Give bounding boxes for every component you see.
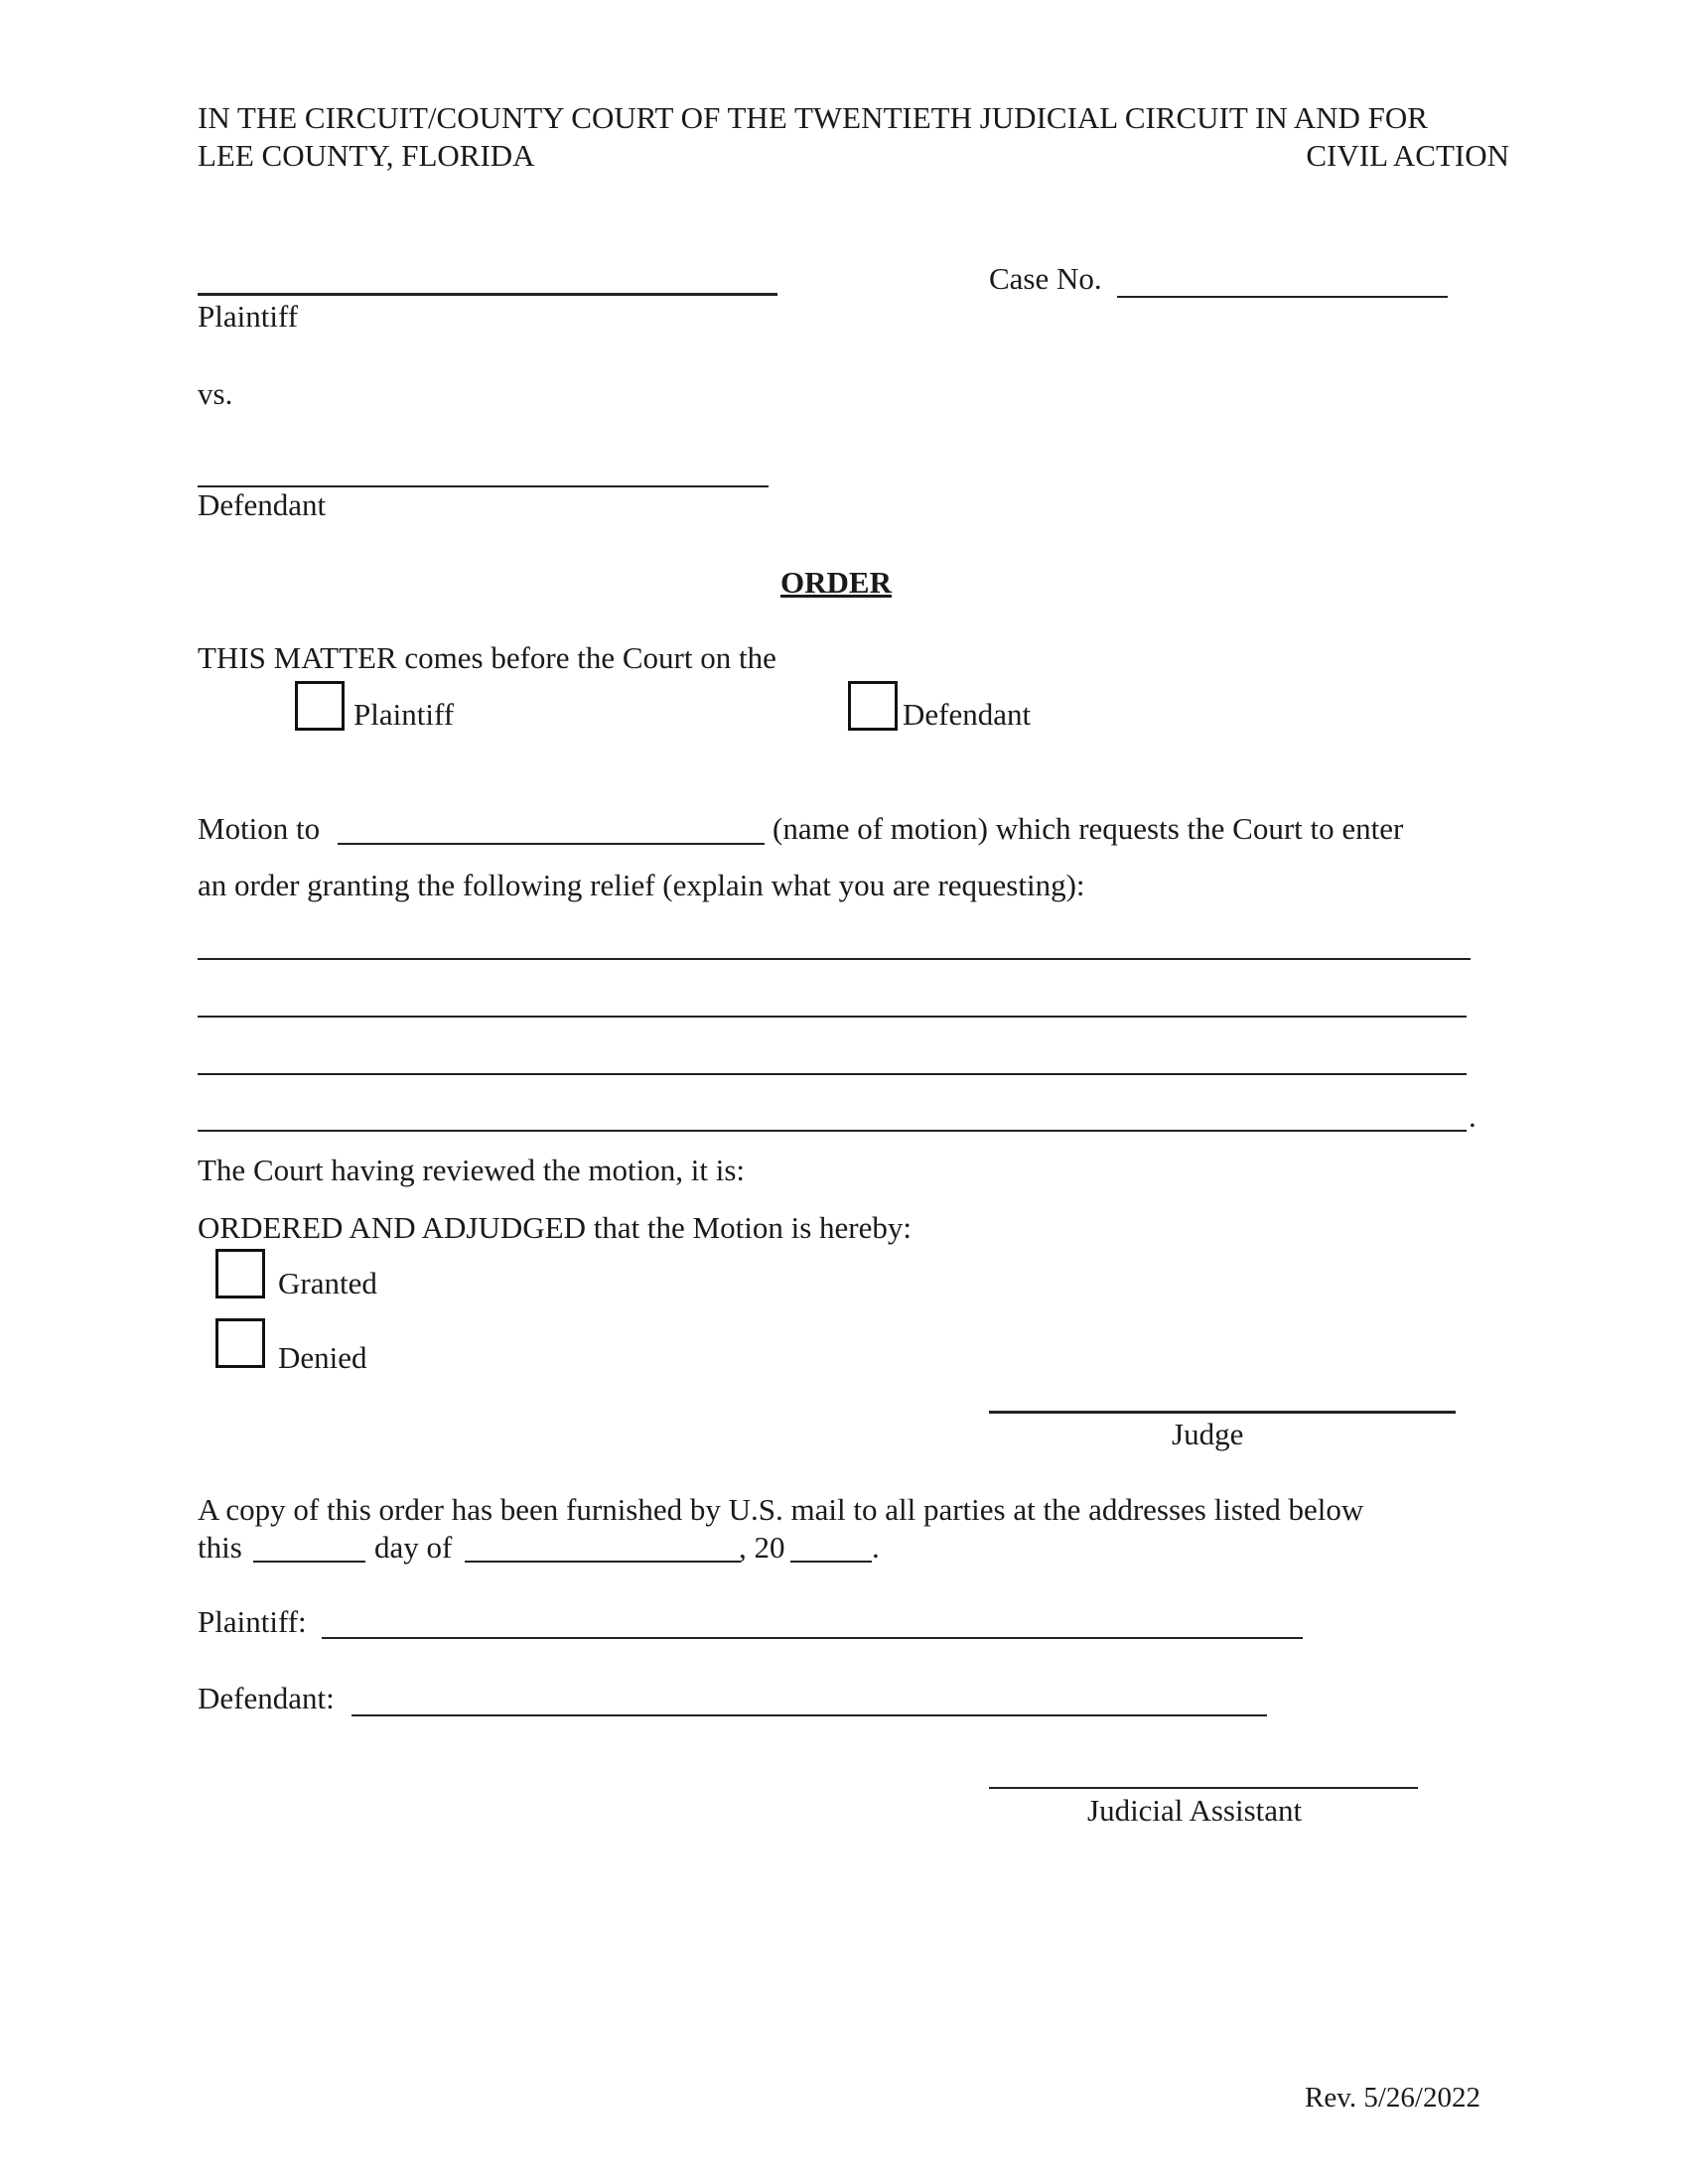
service-this-label: this: [198, 1530, 242, 1565]
service-year-prefix: , 20: [739, 1530, 785, 1565]
service-year-line[interactable]: [790, 1561, 872, 1563]
relief-line-4[interactable]: [198, 1130, 1467, 1132]
court-header-line1: IN THE CIRCUIT/COUNTY COURT OF THE TWENTIETH JUDICIAL CIRCUIT IN AND FOR: [198, 100, 1428, 135]
revision-date: Rev. 5/26/2022: [1305, 2082, 1480, 2114]
matter-intro: THIS MATTER comes before the Court on the: [198, 640, 776, 675]
judicial-assistant-signature-line[interactable]: [989, 1787, 1418, 1789]
defendant-label: Defendant: [198, 487, 327, 522]
case-no-label: Case No.: [989, 261, 1102, 296]
reviewed-statement: The Court having reviewed the motion, it is:: [198, 1153, 746, 1187]
ordered-statement: ORDERED AND ADJUDGED that the Motion is hereby:: [198, 1210, 912, 1245]
relief-line-2[interactable]: [198, 1016, 1467, 1018]
court-header-civil-action: CIVIL ACTION: [1306, 138, 1509, 173]
relief-period: .: [1469, 1099, 1477, 1134]
plaintiff-checkbox[interactable]: [295, 681, 345, 731]
relief-line-3[interactable]: [198, 1073, 1467, 1075]
service-plaintiff-address-line[interactable]: [322, 1637, 1303, 1639]
defendant-checkbox[interactable]: [848, 681, 898, 731]
plaintiff-label: Plaintiff: [198, 299, 299, 334]
motion-to-label: Motion to: [198, 811, 321, 846]
granted-checkbox[interactable]: [215, 1249, 265, 1298]
service-day-of-label: day of: [374, 1530, 453, 1565]
order-title: ORDER: [780, 565, 892, 600]
judicial-assistant-label: Judicial Assistant: [1087, 1793, 1303, 1828]
motion-suffix: (name of motion) which requests the Court to enter: [773, 811, 1404, 846]
granted-label: Granted: [278, 1266, 377, 1300]
plaintiff-option-label: Plaintiff: [353, 697, 455, 732]
service-plaintiff-label: Plaintiff:: [198, 1604, 307, 1639]
denied-checkbox[interactable]: [215, 1318, 265, 1368]
service-month-line[interactable]: [465, 1561, 741, 1563]
service-defendant-label: Defendant:: [198, 1681, 335, 1715]
service-end-period: .: [872, 1530, 880, 1565]
vs-label: vs.: [198, 376, 233, 411]
judge-label: Judge: [1172, 1417, 1244, 1451]
denied-label: Denied: [278, 1340, 367, 1375]
service-statement: A copy of this order has been furnished by U.S. mail to all parties at the addresses listed below: [198, 1492, 1364, 1527]
case-no-line[interactable]: [1117, 296, 1448, 298]
relief-label: an order granting the following relief (explain what you are requesting):: [198, 868, 1085, 902]
service-day-line[interactable]: [253, 1561, 365, 1563]
court-header-county: LEE COUNTY, FLORIDA: [198, 138, 535, 173]
judge-signature-line[interactable]: [989, 1411, 1456, 1414]
relief-line-1[interactable]: [198, 958, 1471, 960]
motion-name-line[interactable]: [338, 843, 765, 845]
plaintiff-name-line[interactable]: [198, 293, 777, 296]
service-defendant-address-line[interactable]: [352, 1714, 1267, 1716]
defendant-option-label: Defendant: [903, 697, 1032, 732]
